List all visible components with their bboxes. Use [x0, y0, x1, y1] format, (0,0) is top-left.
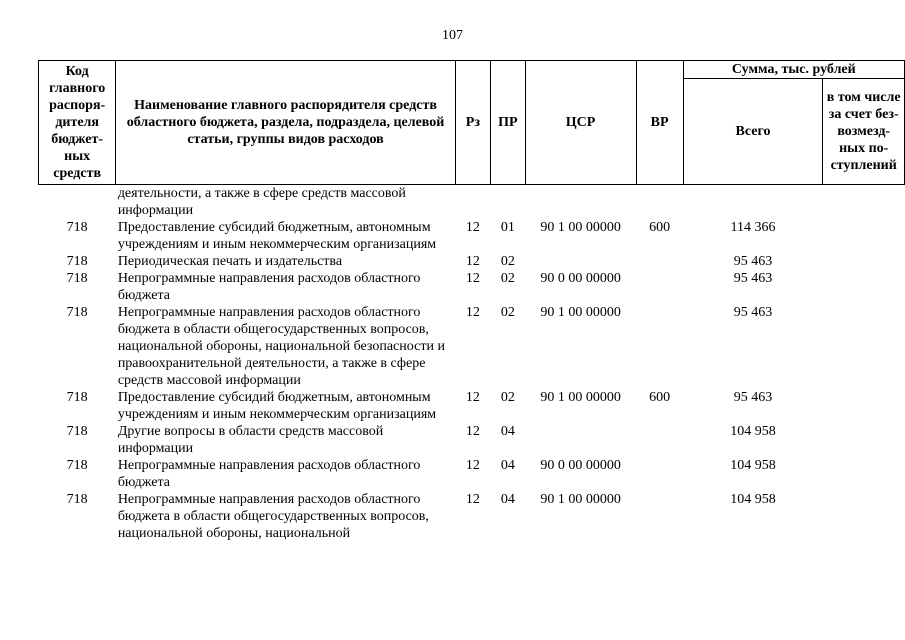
- row-vr: [636, 304, 683, 389]
- row-total: 95 463: [733, 271, 773, 286]
- header-total: Всего: [683, 79, 823, 185]
- row-rz: 12: [465, 254, 480, 269]
- table-row: [39, 491, 905, 542]
- row-rz: 12: [465, 271, 480, 286]
- row-vr: [636, 491, 683, 542]
- row-code: 718: [66, 254, 88, 269]
- row-incl: [823, 389, 905, 423]
- row-vr: [636, 423, 683, 457]
- row-incl: [823, 253, 905, 270]
- header-pr: ПР: [491, 61, 526, 185]
- row-total: 95 463: [733, 305, 773, 320]
- row-csr: 90 1 00 00000: [540, 492, 621, 507]
- row-vr: 600: [649, 390, 671, 405]
- row-vr: [636, 253, 683, 270]
- row-pr: [491, 185, 526, 220]
- row-rz: 12: [465, 458, 480, 473]
- row-vr: [636, 457, 683, 491]
- row-name: Непрограммные направления расходов областного бюджета в области общегосударственных вопросов, национальной обороны, национальной: [117, 492, 429, 541]
- table-row: [39, 389, 905, 423]
- row-incl: [823, 270, 905, 304]
- row-code: 718: [66, 424, 88, 439]
- header-vr: ВР: [636, 61, 683, 185]
- table-body: [39, 185, 905, 543]
- table-row: [39, 423, 905, 457]
- row-name: Непрограммные направления расходов областного бюджета в области общегосударственных вопросов, национальной обороны, национальной безопасности и правоохранительной деятельности, а также в сфере средств массовой информации: [117, 305, 445, 388]
- row-name: Предоставление субсидий бюджетным, автономным учреждениям и иным некоммерческим организациям: [117, 220, 437, 252]
- row-csr: 90 0 00 00000: [540, 458, 621, 473]
- row-pr: 02: [500, 271, 515, 286]
- header-incl: в том числе за счет без-возмезд-ных по-ступлений: [823, 79, 905, 185]
- row-code: [39, 185, 116, 220]
- row-csr: [525, 423, 636, 457]
- header-rz: Рз: [455, 61, 490, 185]
- row-csr: [525, 253, 636, 270]
- table-header: [39, 61, 905, 185]
- page-number: 107: [442, 28, 463, 43]
- table-row: [39, 270, 905, 304]
- table-row: [39, 304, 905, 389]
- row-rz: 12: [465, 220, 480, 235]
- row-name: Предоставление субсидий бюджетным, автономным учреждениям и иным некоммерческим организациям: [117, 390, 437, 422]
- row-code: 718: [66, 220, 88, 235]
- header-name: Наименование главного распорядителя средств областного бюджета, раздела, подраздела, целевой статьи, группы видов расходов: [116, 61, 455, 185]
- row-code: 718: [66, 271, 88, 286]
- row-csr: 90 1 00 00000: [540, 390, 621, 405]
- table-row: [39, 457, 905, 491]
- row-pr: 02: [500, 390, 515, 405]
- row-total: 95 463: [733, 390, 773, 405]
- row-pr: 01: [500, 220, 515, 235]
- row-csr: 90 1 00 00000: [540, 220, 621, 235]
- row-code: 718: [66, 390, 88, 405]
- row-code: 718: [66, 492, 88, 507]
- row-code: 718: [66, 458, 88, 473]
- row-incl: [823, 219, 905, 253]
- row-total: 104 958: [730, 424, 776, 439]
- row-vr: 600: [649, 220, 671, 235]
- row-rz: 12: [465, 424, 480, 439]
- row-rz: 12: [465, 390, 480, 405]
- row-total: 95 463: [733, 254, 773, 269]
- row-name: Периодическая печать и издательства: [117, 254, 343, 269]
- table-row: [39, 219, 905, 253]
- row-name: Непрограммные направления расходов областного бюджета: [117, 271, 421, 303]
- table-row: [39, 185, 905, 220]
- row-name: Непрограммные направления расходов областного бюджета: [117, 458, 421, 490]
- row-vr: [636, 270, 683, 304]
- row-pr: 04: [500, 458, 515, 473]
- header-sum: Сумма, тыс. рублей: [683, 61, 904, 79]
- budget-table: [38, 60, 905, 542]
- row-total: 114 366: [730, 220, 776, 235]
- row-rz: 12: [465, 492, 480, 507]
- row-csr: [525, 185, 636, 220]
- row-incl: [823, 185, 905, 220]
- header-code: Код главного распоря-дителя бюджет-ных средств: [39, 61, 116, 185]
- row-code: 718: [66, 305, 88, 320]
- row-total: [683, 185, 823, 220]
- row-csr: 90 1 00 00000: [540, 305, 621, 320]
- row-pr: 02: [500, 305, 515, 320]
- row-pr: 04: [500, 492, 515, 507]
- row-name: деятельности, а также в сфере средств массовой информации: [117, 186, 406, 218]
- table-row: [39, 253, 905, 270]
- row-incl: [823, 423, 905, 457]
- row-total: 104 958: [730, 492, 776, 507]
- row-incl: [823, 491, 905, 542]
- header-csr: ЦСР: [525, 61, 636, 185]
- row-vr: [636, 185, 683, 220]
- row-incl: [823, 457, 905, 491]
- row-name: Другие вопросы в области средств массовой информации: [117, 424, 384, 456]
- row-pr: 04: [500, 424, 515, 439]
- row-rz: 12: [465, 305, 480, 320]
- row-incl: [823, 304, 905, 389]
- row-rz: [455, 185, 490, 220]
- row-pr: 02: [500, 254, 515, 269]
- row-total: 104 958: [730, 458, 776, 473]
- row-csr: 90 0 00 00000: [540, 271, 621, 286]
